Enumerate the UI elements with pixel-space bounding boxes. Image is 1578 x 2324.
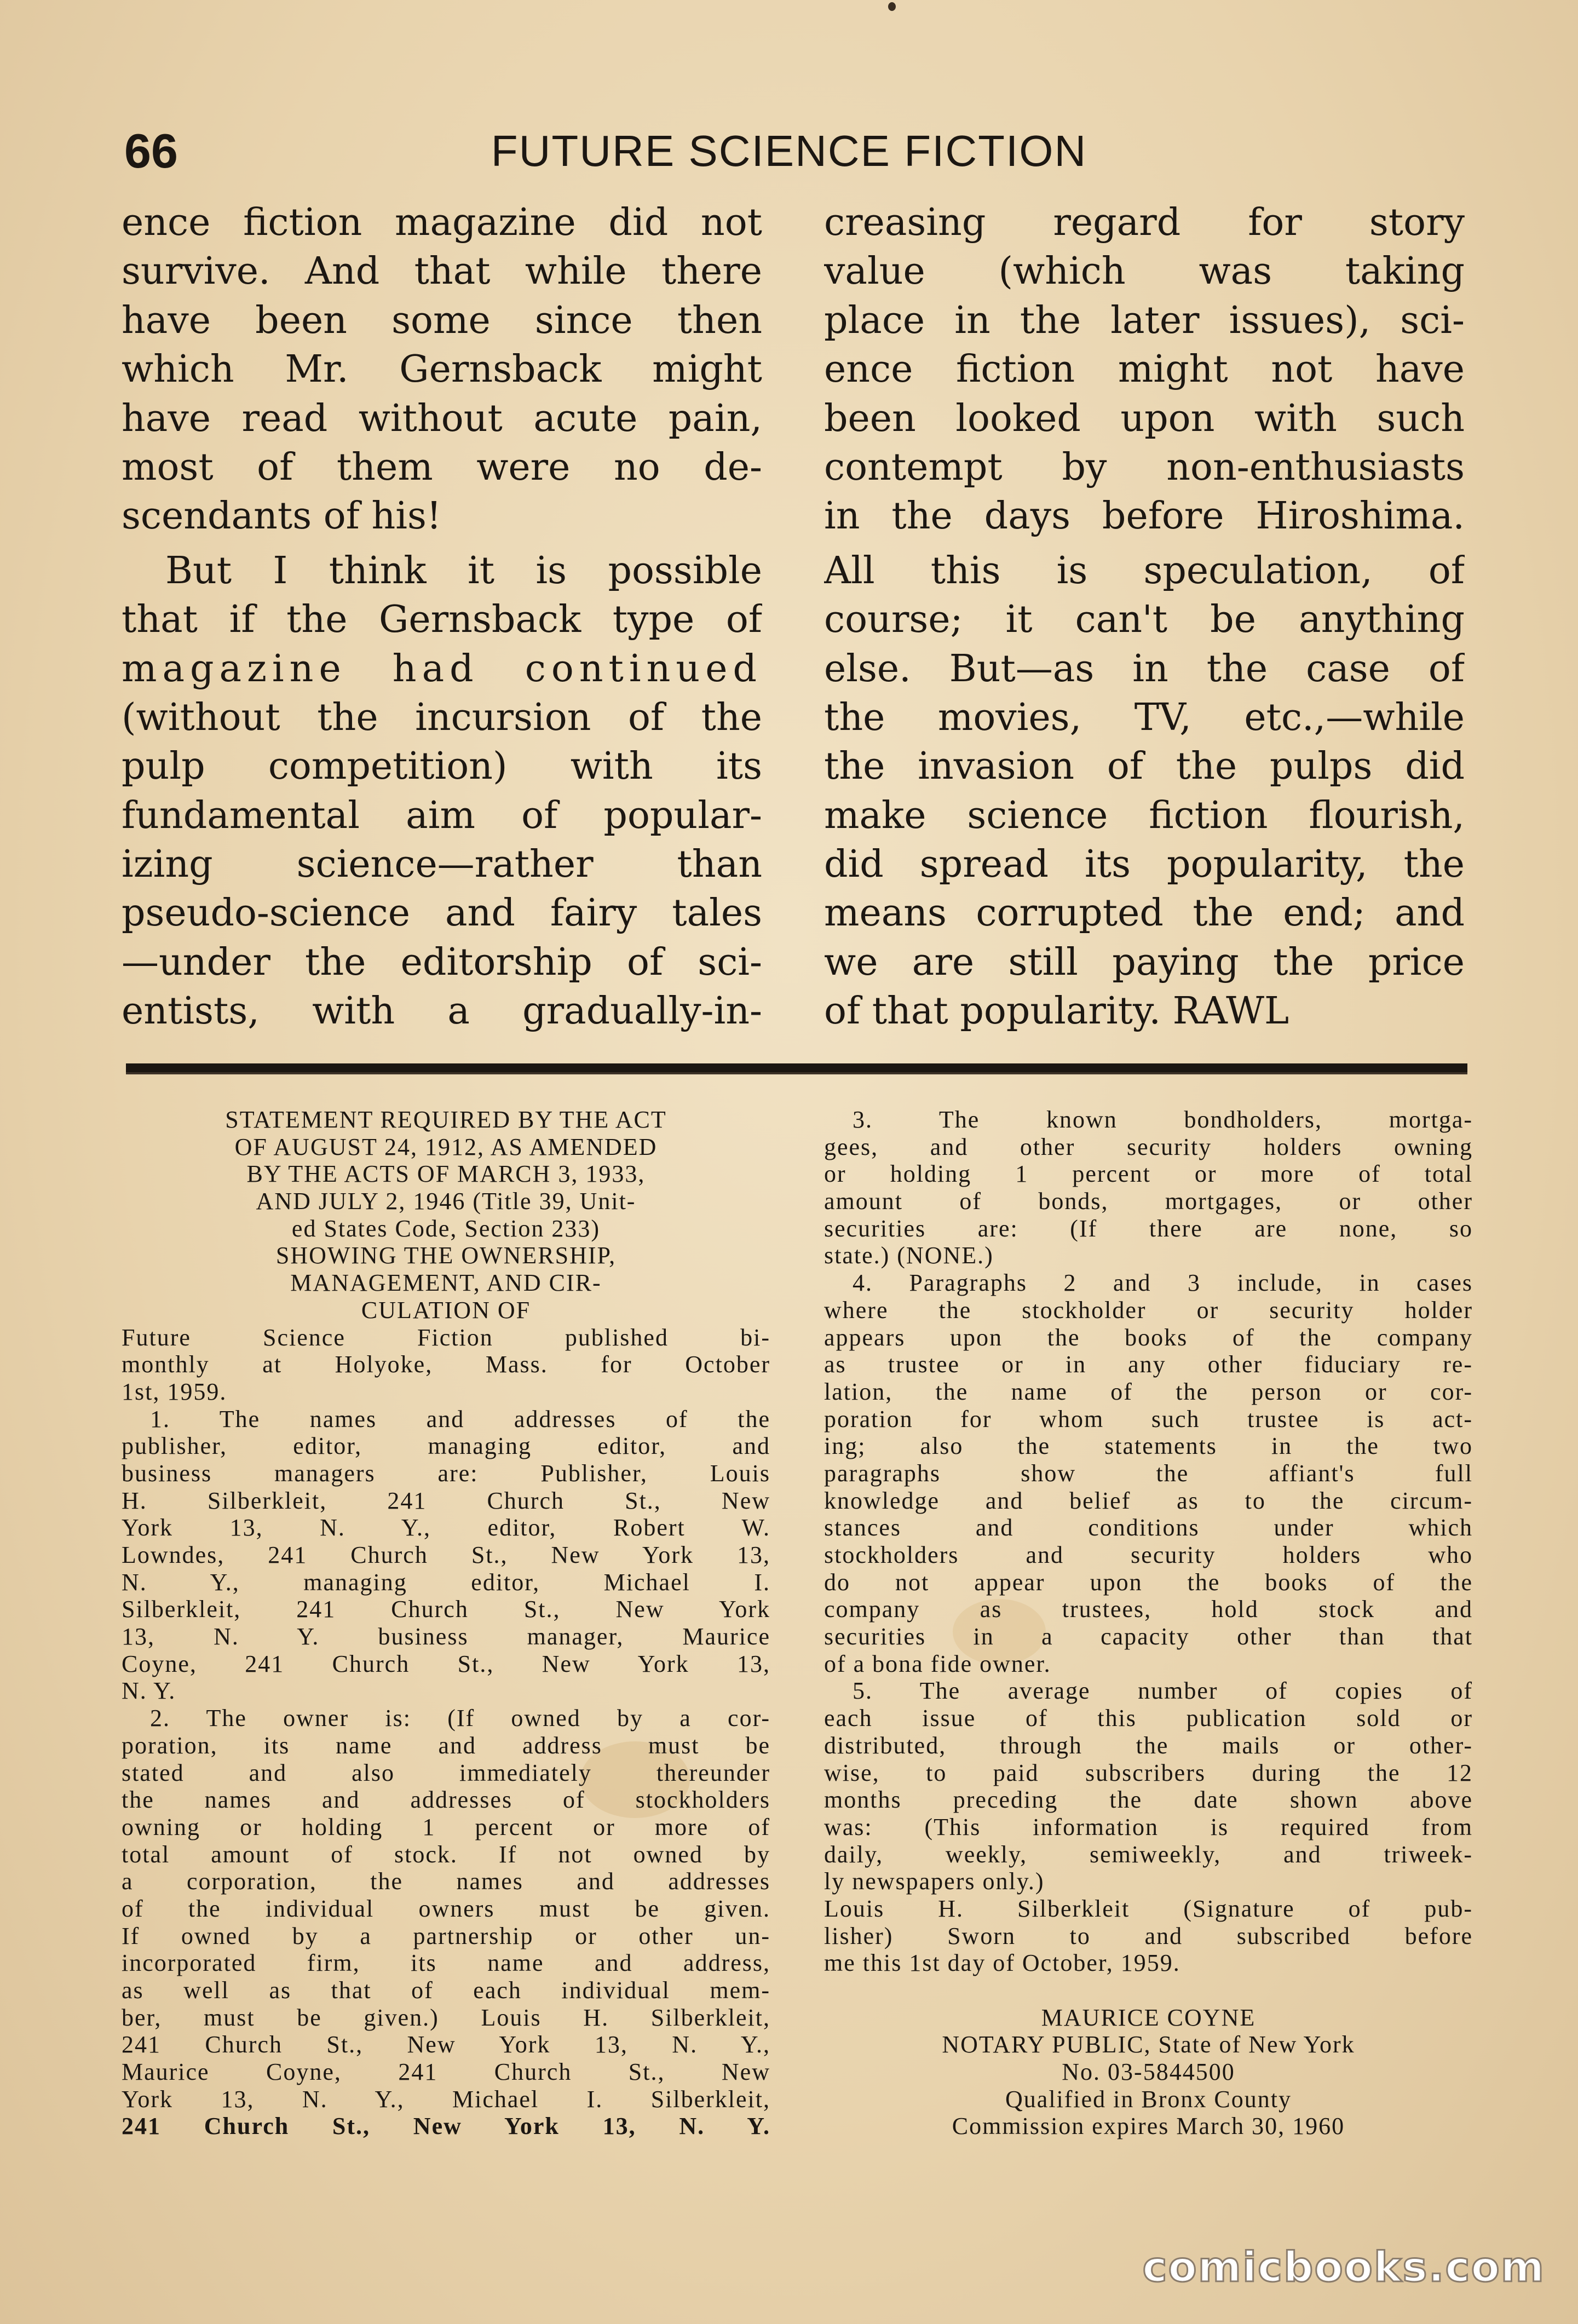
text-line: izing science—rather than	[122, 843, 762, 887]
text-line: survive. And that while there	[122, 250, 762, 294]
statement-line: total amount of stock. If not owned by	[122, 1840, 770, 1868]
statement-line: me this 1st day of October, 1959.	[824, 1949, 1180, 1977]
statement-line: 13, N. Y. business manager, Maurice	[122, 1623, 770, 1650]
text-line: magazine had continued	[122, 647, 762, 691]
text-line: pulp competition) with its	[122, 745, 762, 789]
statement-heading-line: AND JULY 2, 1946 (Title 39, Unit-	[256, 1188, 636, 1215]
statement-line: ly newspapers only.)	[824, 1868, 1045, 1895]
notary-signature-block	[824, 2004, 1473, 2140]
statement-line: wise, to paid subscribers during the 12	[824, 1759, 1473, 1786]
text-line: creasing regard for story	[824, 201, 1465, 244]
statement-line: stances and conditions under which	[824, 1514, 1473, 1541]
statement-heading-line: CULATION OF	[361, 1296, 531, 1324]
statement-line: as well as that of each individual mem-	[122, 1977, 770, 2004]
text-line: have read without acute pain,	[122, 396, 762, 440]
notary-county: Qualified in Bronx County	[1005, 2085, 1292, 2113]
text-line: the invasion of the pulps did	[824, 745, 1465, 789]
statement-line: 241 Church St., New York 13, N. Y.	[122, 2113, 770, 2140]
ink-speck	[888, 2, 896, 11]
statement-line: ing; also the statements in the two	[824, 1433, 1473, 1460]
statement-line: 241 Church St., New York 13, N. Y.,	[122, 2031, 770, 2058]
watermark-logo: comicbooks.com	[1142, 2242, 1545, 2291]
statement-line: Coyne, 241 Church St., New York 13,	[122, 1650, 770, 1677]
statement-heading-line: SHOWING THE OWNERSHIP,	[275, 1242, 617, 1269]
statement-line: Future Science Fiction published bi-	[122, 1324, 770, 1351]
statement-line: 2. The owner is: (If owned by a cor-	[150, 1705, 770, 1732]
text-line: All this is speculation, of	[824, 549, 1465, 592]
notary-number: No. 03-5844500	[1062, 2058, 1235, 2086]
statement-line: stated and also immediately thereunder	[122, 1759, 770, 1786]
text-line: of that popularity. RAWL	[824, 990, 1289, 1033]
statement-line: as trustee or in any other fiduciary re-	[824, 1351, 1473, 1378]
statement-line: state.) (NONE.)	[824, 1242, 994, 1269]
statement-line: was: (This information is required from	[824, 1813, 1473, 1840]
running-title: FUTURE SCIENCE FICTION	[491, 126, 1087, 175]
statement-line: Maurice Coyne, 241 Church St., New	[122, 2058, 770, 2086]
statement-line: daily, weekly, semiweekly, and triweek-	[824, 1840, 1473, 1868]
statement-line: H. Silberkleit, 241 Church St., New	[122, 1487, 770, 1514]
text-line: (without the incursion of the	[122, 695, 762, 739]
statement-line: where the stockholder or security holder	[824, 1296, 1473, 1324]
statement-line: knowledge and belief as to the circum-	[824, 1487, 1473, 1514]
statement-heading-line: BY THE ACTS OF MARCH 3, 1933,	[246, 1160, 646, 1188]
statement-line: distributed, through the mails or other-	[824, 1732, 1473, 1759]
text-line: been looked upon with such	[824, 396, 1465, 440]
statement-line: Louis H. Silberkleit (Signature of pub-	[824, 1895, 1473, 1922]
text-line: make science fiction flourish,	[824, 793, 1465, 837]
statement-line: publisher, editor, managing editor, and	[122, 1433, 770, 1460]
statement-line: do not appear upon the books of the	[824, 1568, 1473, 1596]
statement-line: Silberkleit, 241 Church St., New York	[122, 1596, 770, 1623]
statement-line: each issue of this publication sold or	[824, 1705, 1473, 1732]
statement-line: of the individual owners must be given.	[122, 1895, 770, 1922]
statement-heading-line: ed States Code, Section 233)	[291, 1215, 601, 1242]
text-line: the movies, TV, etc.,—while	[824, 695, 1465, 739]
article-left-column	[122, 198, 762, 1036]
statement-line: N. Y., managing editor, Michael I.	[122, 1568, 770, 1596]
text-line: fundamental aim of popular-	[122, 793, 762, 837]
text-line: else. But—as in the case of	[824, 647, 1465, 691]
statement-line: York 13, N. Y., editor, Robert W.	[122, 1514, 770, 1541]
text-line: But I think it is possible	[165, 549, 762, 592]
statement-line: lisher) Sworn to and subscribed before	[824, 1922, 1473, 1949]
ownership-statement-right	[824, 1106, 1473, 2140]
statement-line: Lowndes, 241 Church St., New York 13,	[122, 1541, 770, 1568]
statement-line: poration for whom such trustee is act-	[824, 1405, 1473, 1433]
statement-line: 5. The average number of copies of	[853, 1677, 1473, 1705]
text-line: pseudo-science and fairy tales	[122, 891, 762, 935]
statement-line: stockholders and security holders who	[824, 1541, 1473, 1568]
statement-line: or holding 1 percent or more of total	[824, 1160, 1473, 1188]
statement-line: poration, its name and address must be	[122, 1732, 770, 1759]
statement-line: company as trustees, hold stock and	[824, 1596, 1473, 1623]
text-line: did spread its popularity, the	[824, 843, 1465, 887]
page-number: 66	[124, 124, 178, 178]
text-line: ence fiction magazine did not	[122, 201, 762, 244]
statement-line: securities are: (If there are none, so	[824, 1215, 1473, 1242]
statement-line: paragraphs show the affiant's full	[824, 1459, 1473, 1487]
text-line: we are still paying the price	[824, 940, 1465, 984]
statement-heading-line: OF AUGUST 24, 1912, AS AMENDED	[234, 1133, 658, 1160]
text-line: means corrupted the end; and	[824, 891, 1465, 935]
text-line: place in the later issues), sci-	[824, 298, 1465, 342]
statement-line: monthly at Holyoke, Mass. for October	[122, 1351, 770, 1378]
statement-line: months preceding the date shown above	[824, 1786, 1473, 1814]
statement-line: a corporation, the names and addresses	[122, 1868, 770, 1895]
statement-line: ber, must be given.) Louis H. Silberkleit,	[122, 2004, 770, 2031]
statement-line: If owned by a partnership or other un-	[122, 1922, 770, 1949]
text-line: that if the Gernsback type of	[122, 598, 762, 642]
text-line: course; it can't be anything	[824, 598, 1465, 642]
statement-heading-line: STATEMENT REQUIRED BY THE ACT	[225, 1106, 667, 1133]
statement-line: of a bona fide owner.	[824, 1650, 1051, 1677]
statement-line: the names and addresses of stockholders	[122, 1786, 770, 1814]
notary-title: NOTARY PUBLIC, State of New York	[942, 2031, 1355, 2058]
text-line: entists, with a gradually-in-	[122, 990, 762, 1033]
text-line: contempt by non-enthusiasts	[824, 445, 1465, 489]
text-line: most of them were no de-	[122, 445, 762, 489]
text-line: scendants of his!	[122, 494, 442, 538]
section-divider	[126, 1063, 1467, 1072]
statement-heading-line: MANAGEMENT, AND CIR-	[290, 1269, 602, 1297]
statement-line: 1st, 1959.	[122, 1378, 227, 1405]
statement-line: lation, the name of the person or cor-	[824, 1378, 1473, 1405]
notary-name: MAURICE COYNE	[1041, 2004, 1256, 2031]
article-right-column	[824, 198, 1465, 1036]
statement-line: incorporated firm, its name and address,	[122, 1949, 770, 1977]
statement-line: 4. Paragraphs 2 and 3 include, in cases	[853, 1269, 1473, 1297]
text-line: —under the editorship of sci-	[122, 940, 762, 984]
ownership-statement-left	[122, 1106, 770, 2140]
text-line: ence fiction might not have	[824, 348, 1465, 392]
statement-line: owning or holding 1 percent or more of	[122, 1813, 770, 1840]
statement-line: York 13, N. Y., Michael I. Silberkleit,	[122, 2085, 770, 2113]
statement-line: N. Y.	[122, 1677, 176, 1705]
statement-line: securities in a capacity other than that	[824, 1623, 1473, 1650]
statement-line: business managers are: Publisher, Louis	[122, 1459, 770, 1487]
text-line: in the days before Hiroshima.	[824, 494, 1465, 538]
text-line: which Mr. Gernsback might	[122, 348, 762, 392]
statement-line: appears upon the books of the company	[824, 1324, 1473, 1351]
statement-line: gees, and other security holders owning	[824, 1133, 1473, 1160]
statement-line: 3. The known bondholders, mortga-	[853, 1106, 1473, 1133]
text-line: have been some since then	[122, 298, 762, 342]
notary-expiry: Commission expires March 30, 1960	[952, 2113, 1345, 2140]
statement-line: amount of bonds, mortgages, or other	[824, 1188, 1473, 1215]
statement-line: 1. The names and addresses of the	[150, 1405, 770, 1433]
text-line: value (which was taking	[824, 250, 1465, 294]
